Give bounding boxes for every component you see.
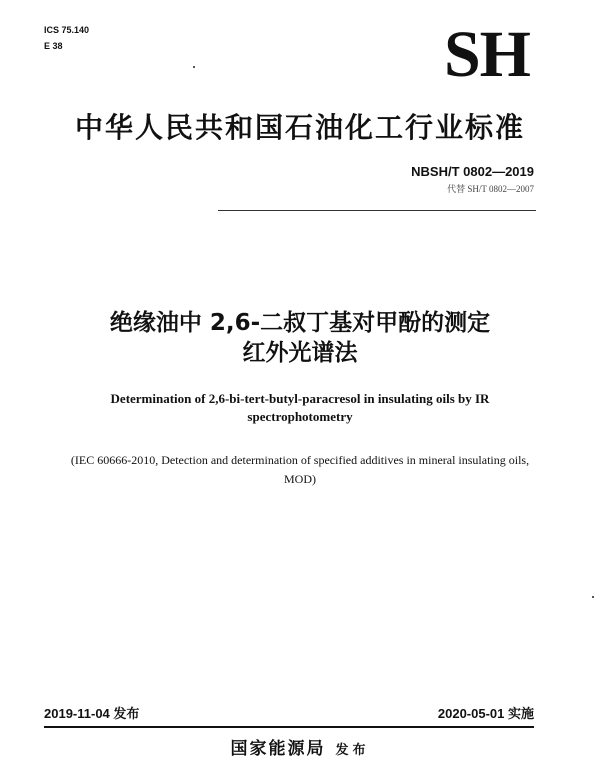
issue-date: 2019-11-04 发布 <box>44 706 140 721</box>
implementation-date: 2020-05-01 实施 <box>437 706 534 721</box>
classification-code: E 38 <box>44 41 63 51</box>
title-chinese <box>0 308 600 368</box>
header-divider <box>218 210 536 211</box>
industry-standard-heading: 中华人民共和国石油化工行业标准 <box>74 111 525 144</box>
footer-divider <box>44 726 534 728</box>
issuer-action: 发布 <box>335 743 370 758</box>
scan-speck <box>193 66 195 68</box>
issuer <box>0 736 600 764</box>
adoption-note: (IEC 60666-2010, Detection and determination of specified additives in mineral insulating oils, MOD) <box>70 453 530 486</box>
sh-logo: SH <box>443 18 530 91</box>
title-english: Determination of 2,6-bi-tert-butyl-paracresol in insulating oils by IR spectrophotometry <box>110 391 490 424</box>
title-chinese-line-2: 红外光谱法 <box>242 340 358 366</box>
title-chinese-line-1: 绝缘油中 2,6-二叔丁基对甲酚的测定 <box>109 310 491 336</box>
scan-speck <box>592 596 594 598</box>
issuer-organization: 国家能源局 <box>230 739 326 759</box>
replaces-note: 代替 SH/T 0802—2007 <box>447 184 534 194</box>
ics-code: ICS 75.140 <box>44 25 90 35</box>
standard-number: NBSH/T 0802—2019 <box>411 164 534 179</box>
